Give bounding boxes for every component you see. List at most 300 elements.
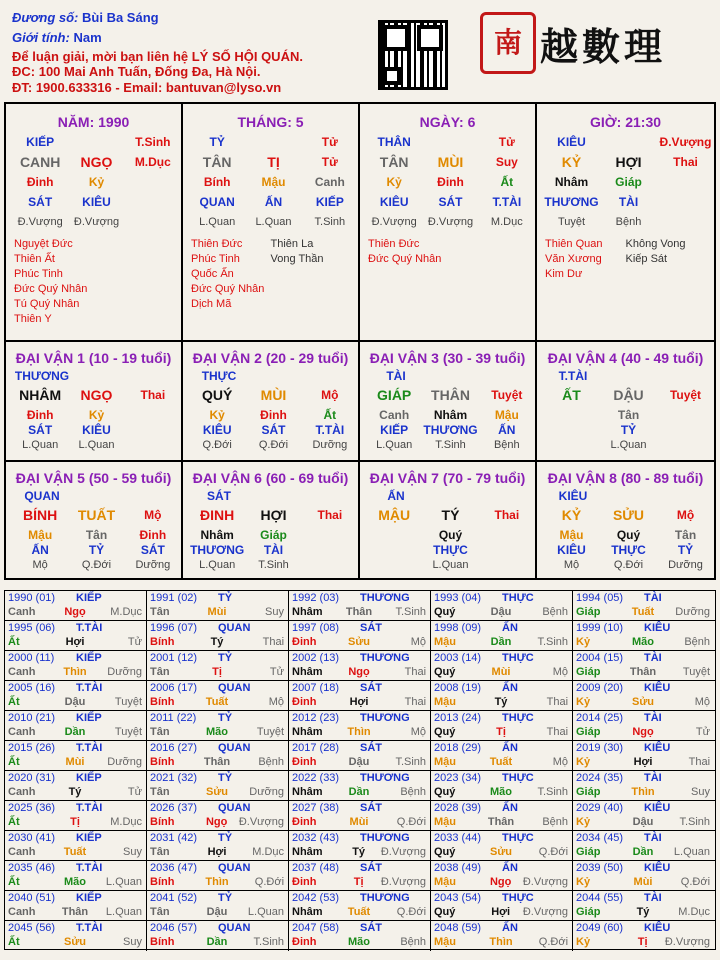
year-sao: KIẾP xyxy=(76,772,102,784)
hidden-sao-row-item: KIẾP xyxy=(315,195,344,209)
year-can: Bính xyxy=(150,876,175,888)
year-chi: Tị xyxy=(70,816,80,828)
year-can: Đinh xyxy=(292,756,317,768)
year-cell-top xyxy=(150,652,286,664)
year-cell[interactable] xyxy=(5,651,147,681)
year-cell[interactable] xyxy=(147,681,289,711)
year-label: 2030 (41) xyxy=(8,832,56,844)
year-label: 2047 (58) xyxy=(292,922,340,934)
year-cell[interactable] xyxy=(147,921,289,951)
year-can: Mậu xyxy=(434,876,456,888)
year-cell[interactable] xyxy=(147,801,289,831)
sao-row xyxy=(183,488,358,503)
year-cell-bottom xyxy=(8,696,144,708)
can-chi-row-item: MẬU xyxy=(378,507,411,523)
sao-row xyxy=(183,132,358,152)
year-cell-top xyxy=(8,622,144,634)
year-cell[interactable] xyxy=(5,711,147,741)
year-sao: TỶ xyxy=(218,652,233,664)
year-label: 1999 (10) xyxy=(576,622,624,634)
year-cell[interactable] xyxy=(147,861,289,891)
year-cell-bottom xyxy=(8,756,144,768)
hidden-sao-row-item: KIẾP xyxy=(380,422,409,437)
year-cell[interactable] xyxy=(431,861,573,891)
year-sao: TỶ xyxy=(218,712,233,724)
year-sao: SÁT xyxy=(360,922,382,934)
year-label: 1998 (09) xyxy=(434,622,482,634)
year-cell[interactable] xyxy=(5,861,147,891)
year-cell[interactable] xyxy=(5,921,147,951)
year-sao: TÀI xyxy=(644,652,662,664)
year-chi: Thân xyxy=(203,756,231,768)
year-cell[interactable] xyxy=(147,771,289,801)
year-can: Ất xyxy=(8,816,20,828)
year-can: Đinh xyxy=(292,696,317,708)
year-cell-bottom xyxy=(434,756,570,768)
year-label: 2046 (57) xyxy=(150,922,198,934)
year-can: Tân xyxy=(150,846,170,858)
can-chi-row xyxy=(360,383,535,407)
star-item: Đức Quý Nhân xyxy=(191,283,265,295)
year-label: 1991 (02) xyxy=(150,592,198,604)
year-cell-top xyxy=(150,892,286,904)
year-cell[interactable] xyxy=(289,921,431,951)
year-cell-bottom xyxy=(434,696,570,708)
year-cell-bottom xyxy=(292,696,428,708)
year-cell[interactable] xyxy=(573,651,715,681)
year-phase: L.Quan xyxy=(105,906,143,918)
year-cell-top xyxy=(150,802,286,814)
year-label: 2020 (31) xyxy=(8,772,56,784)
year-cell[interactable] xyxy=(289,621,431,651)
year-label: 2015 (26) xyxy=(8,742,56,754)
year-cell[interactable] xyxy=(431,621,573,651)
year-cell[interactable] xyxy=(431,831,573,861)
year-cell[interactable] xyxy=(147,741,289,771)
stars-right-column xyxy=(448,238,528,268)
year-cell[interactable] xyxy=(289,651,431,681)
hidden-sao-row-item: TỶ xyxy=(677,542,694,557)
year-cell[interactable] xyxy=(573,621,715,651)
year-cell[interactable] xyxy=(573,681,715,711)
year-sao: SÁT xyxy=(360,742,382,754)
year-chi: Thân xyxy=(61,906,89,918)
can-chi-row-item: BÍNH xyxy=(23,507,58,523)
year-sao: TÀI xyxy=(644,832,662,844)
stars-left-column xyxy=(14,238,94,328)
hidden-sao-row-item: SÁT xyxy=(140,542,165,557)
can-chi-row-item: TÂN xyxy=(379,154,409,170)
year-phase: M.Dục xyxy=(252,846,285,858)
year-cell[interactable] xyxy=(289,711,431,741)
year-cell-top xyxy=(150,622,286,634)
hidden-stem-row-item: Đinh xyxy=(26,407,54,422)
year-phase: Đ.Vượng xyxy=(522,876,568,888)
year-sao: TỶ xyxy=(218,832,233,844)
brand-logo-text: 越數理 xyxy=(540,24,667,69)
year-cell[interactable] xyxy=(573,801,715,831)
year-can: Canh xyxy=(8,846,36,858)
year-label: 2031 (42) xyxy=(150,832,198,844)
year-can: Quý xyxy=(434,846,456,858)
dai-van-title: ĐẠI VẬN 7 (70 - 79 tuổi) xyxy=(369,470,526,486)
year-cell-top xyxy=(434,682,570,694)
phase-row-item: Đ.Vượng xyxy=(371,216,417,228)
hidden-stem-row-item: Đinh xyxy=(260,407,287,422)
can-chi-row-item: ĐINH xyxy=(200,507,235,523)
year-cell[interactable] xyxy=(5,831,147,861)
special-stars xyxy=(360,232,535,268)
year-sao: THỰC xyxy=(502,592,534,604)
year-chi: Thân xyxy=(345,606,373,618)
hidden-sao-row xyxy=(360,192,535,212)
year-cell[interactable] xyxy=(5,591,147,621)
year-chi: Tý xyxy=(68,786,82,798)
year-cell[interactable] xyxy=(573,921,715,951)
can-chi-row xyxy=(360,503,535,527)
year-phase: Q.Đới xyxy=(396,816,427,828)
year-cell-bottom xyxy=(8,936,144,948)
sao-row-item: SÁT xyxy=(207,488,231,503)
year-can: Kỷ xyxy=(576,816,591,828)
year-label: 2002 (13) xyxy=(292,652,340,664)
year-can: Nhâm xyxy=(292,786,323,798)
year-chi: Tị xyxy=(353,876,364,888)
year-cell[interactable] xyxy=(573,591,715,621)
hidden-stem-row-item: Ất xyxy=(323,407,337,422)
year-label: 2027 (38) xyxy=(292,802,340,814)
star-item: Tú Quý Nhân xyxy=(14,298,80,310)
can-chi-row-item: Mộ xyxy=(321,388,339,402)
year-phase: T.Sinh xyxy=(253,936,285,948)
year-chi: Thìn xyxy=(347,726,371,738)
year-cell-bottom xyxy=(150,846,286,858)
year-cell-top xyxy=(8,652,144,664)
year-phase: Thai xyxy=(404,696,427,708)
year-cell[interactable] xyxy=(5,681,147,711)
year-label: 1996 (07) xyxy=(150,622,198,634)
can-chi-row-item: Thai xyxy=(673,155,698,169)
year-cell[interactable] xyxy=(573,771,715,801)
year-cell[interactable] xyxy=(289,861,431,891)
star-item: Thiên Y xyxy=(14,313,52,325)
year-cell-top xyxy=(434,892,570,904)
phase-row xyxy=(183,212,358,232)
year-cell-top xyxy=(434,772,570,784)
year-phase: Thai xyxy=(546,726,569,738)
year-cell[interactable] xyxy=(431,801,573,831)
year-can: Tân xyxy=(150,906,170,918)
year-sao: TỶ xyxy=(218,592,233,604)
year-sao: QUAN xyxy=(218,862,251,874)
year-cell-top xyxy=(576,712,712,724)
year-sao: KIÊU xyxy=(644,682,671,694)
phase-row xyxy=(537,212,714,232)
four-pillars-grid xyxy=(4,102,716,580)
year-chi: Thìn xyxy=(63,666,87,678)
year-cell[interactable] xyxy=(289,891,431,921)
year-chi: Tý xyxy=(210,636,224,648)
year-cell[interactable] xyxy=(147,651,289,681)
can-chi-row-item: NHÂM xyxy=(19,387,62,403)
year-cell[interactable] xyxy=(289,771,431,801)
year-cell[interactable] xyxy=(573,861,715,891)
hidden-stem-row-item: Nhâm xyxy=(554,175,589,189)
year-label: 2035 (46) xyxy=(8,862,56,874)
hidden-sao-row-item: QUAN xyxy=(199,195,235,209)
year-cell[interactable] xyxy=(147,621,289,651)
hidden-stem-row-item: Tân xyxy=(85,527,108,542)
star-item: Phúc Tinh xyxy=(191,253,240,265)
phase-row-item: Đ.Vượng xyxy=(17,216,63,228)
year-chi: Thân xyxy=(629,666,657,678)
year-cell-top xyxy=(434,622,570,634)
hidden-stem-row-item: Đinh xyxy=(139,527,167,542)
year-cell-bottom xyxy=(434,666,570,678)
year-can: Đinh xyxy=(292,636,317,648)
phase-row-item: T.Sinh xyxy=(314,216,346,228)
year-chi: Mão xyxy=(64,876,86,888)
year-phase: M.Dục xyxy=(110,606,143,618)
year-phase: Mộ xyxy=(552,666,569,678)
year-cell[interactable] xyxy=(289,801,431,831)
hidden-sao-row xyxy=(360,542,535,557)
red-seal-logo: 南 xyxy=(480,12,536,74)
hidden-stem-row-item: Kỷ xyxy=(88,407,105,422)
hidden-stem-row-item: Mậu xyxy=(261,175,286,189)
year-sao: KIÊU xyxy=(644,862,671,874)
star-item: Quốc Ấn xyxy=(191,268,234,280)
year-can: Kỷ xyxy=(576,696,591,708)
year-chi: Dậu xyxy=(490,606,512,618)
year-phase: Đ.Vượng xyxy=(664,936,710,948)
year-phase: Bệnh xyxy=(400,786,427,798)
year-can: Đinh xyxy=(292,816,317,828)
year-cell-top xyxy=(8,922,144,934)
year-cell[interactable] xyxy=(289,831,431,861)
can-chi-row-item: MÙI xyxy=(260,387,287,403)
year-chi: Mùi xyxy=(207,606,227,618)
year-can: Quý xyxy=(434,906,456,918)
dai-van-title: ĐẠI VẬN 5 (50 - 59 tuổi) xyxy=(15,470,172,486)
hidden-stem-row xyxy=(183,172,358,192)
year-cell-bottom xyxy=(576,876,712,888)
sao-row-item: Đ.Vượng xyxy=(659,135,712,149)
year-phase: Q.Đới xyxy=(680,876,711,888)
year-cell[interactable] xyxy=(431,921,573,951)
year-cell[interactable] xyxy=(573,741,715,771)
year-cell-bottom xyxy=(8,606,144,618)
year-cell[interactable] xyxy=(147,591,289,621)
dai-van-title: ĐẠI VẬN 2 (20 - 29 tuổi) xyxy=(192,350,349,366)
year-cell[interactable] xyxy=(5,741,147,771)
sao-row-item: KIÊU xyxy=(557,135,586,149)
year-cell[interactable] xyxy=(573,891,715,921)
year-chi: Mão xyxy=(632,636,654,648)
can-chi-row xyxy=(537,152,714,172)
year-can: Bính xyxy=(150,696,175,708)
year-phase: T.Sinh xyxy=(537,786,569,798)
year-cell[interactable] xyxy=(5,891,147,921)
year-sao: SÁT xyxy=(360,622,382,634)
contact-phone-email[interactable]: ĐT: 1900.633316 - Email: bantuvan@lyso.vn xyxy=(12,80,282,95)
year-sao: QUAN xyxy=(218,802,251,814)
year-can: Canh xyxy=(8,726,36,738)
year-cell-bottom xyxy=(434,846,570,858)
year-cell-bottom xyxy=(434,906,570,918)
year-sao: QUAN xyxy=(218,922,251,934)
year-phase: Đ.Vượng xyxy=(380,876,426,888)
star-item: Thiên Đức xyxy=(368,238,420,250)
year-cell-bottom xyxy=(150,906,286,918)
star-item: Vong Thần xyxy=(270,253,324,265)
year-cell-bottom xyxy=(576,696,712,708)
year-cell[interactable] xyxy=(431,651,573,681)
year-cell[interactable] xyxy=(431,711,573,741)
year-cell[interactable] xyxy=(431,591,573,621)
phase-row-item: Mộ xyxy=(563,558,580,571)
year-can: Canh xyxy=(8,786,36,798)
can-chi-row-item: Thai xyxy=(317,508,343,522)
special-stars xyxy=(537,232,714,283)
year-sao: T.TÀI xyxy=(76,922,103,934)
year-label: 2023 (34) xyxy=(434,772,482,784)
sao-row-item: ẤN xyxy=(387,488,405,503)
hidden-sao-row-item: THƯƠNG xyxy=(544,195,599,209)
stars-right-column xyxy=(271,238,351,313)
year-cell-bottom xyxy=(434,936,570,948)
year-can: Ất xyxy=(8,876,20,888)
year-cell-top xyxy=(292,772,428,784)
year-cell[interactable] xyxy=(431,891,573,921)
hidden-stem-row-item: Tân xyxy=(674,527,697,542)
phase-row xyxy=(360,437,535,452)
hidden-stem-row-item: Mậu xyxy=(559,527,584,542)
can-chi-row xyxy=(183,152,358,172)
year-sao: ẤN xyxy=(502,622,518,634)
year-cell-top xyxy=(8,742,144,754)
year-label: 2024 (35) xyxy=(576,772,624,784)
qr-code-icon[interactable] xyxy=(378,20,448,90)
pillar-cell xyxy=(6,104,183,342)
year-cell-bottom xyxy=(292,666,428,678)
phase-row-item: L.Quan xyxy=(78,438,115,451)
year-sao: TỶ xyxy=(218,772,233,784)
year-cell[interactable] xyxy=(147,831,289,861)
hidden-sao-row-item: TỶ xyxy=(88,542,105,557)
year-can: Đinh xyxy=(292,876,317,888)
year-can: Giáp xyxy=(576,906,601,918)
can-chi-row-item: HỢI xyxy=(615,154,642,170)
year-cell[interactable] xyxy=(573,711,715,741)
year-cell[interactable] xyxy=(5,621,147,651)
year-chi: Tị xyxy=(212,666,222,678)
phase-row-item: L.Quan xyxy=(432,558,469,571)
year-cell[interactable] xyxy=(289,591,431,621)
yearly-luck-table xyxy=(4,590,716,950)
year-chi: Dậu xyxy=(206,906,228,918)
hidden-stem-row xyxy=(360,172,535,192)
year-cell-top xyxy=(434,712,570,724)
year-label: 2012 (23) xyxy=(292,712,340,724)
year-sao: THỰC xyxy=(502,772,534,784)
dai-van-cell xyxy=(537,342,714,462)
year-phase: Bệnh xyxy=(542,606,569,618)
hidden-sao-row-item: THỰC xyxy=(433,542,468,557)
can-chi-row xyxy=(183,503,358,527)
year-cell[interactable] xyxy=(147,711,289,741)
year-cell-bottom xyxy=(8,666,144,678)
year-phase: Bệnh xyxy=(258,756,285,768)
hidden-sao-row-item: THƯƠNG xyxy=(190,542,245,557)
year-cell-bottom xyxy=(150,876,286,888)
year-cell[interactable] xyxy=(5,801,147,831)
year-chi: Tuất xyxy=(631,606,655,618)
year-can: Quý xyxy=(434,786,456,798)
can-chi-row-item: THÂN xyxy=(431,387,470,403)
can-chi-row xyxy=(537,503,714,527)
year-cell[interactable] xyxy=(5,771,147,801)
year-cell-bottom xyxy=(576,906,712,918)
year-chi: Dần xyxy=(490,636,512,648)
year-phase: Mộ xyxy=(552,756,569,768)
year-cell[interactable] xyxy=(431,771,573,801)
hidden-stem-row-item: Tân xyxy=(617,407,640,422)
year-sao: T.TÀI xyxy=(76,682,103,694)
hidden-stem-row xyxy=(6,172,181,192)
can-chi-row-item: TÂN xyxy=(202,154,232,170)
hidden-sao-row-item: SÁT xyxy=(438,195,463,209)
year-cell-bottom xyxy=(8,906,144,918)
year-can: Tân xyxy=(150,666,170,678)
sao-row-item: KIẾP xyxy=(26,135,55,149)
year-can: Nhâm xyxy=(292,846,323,858)
year-cell-top xyxy=(434,922,570,934)
year-cell[interactable] xyxy=(289,681,431,711)
year-cell-bottom xyxy=(292,816,428,828)
year-cell[interactable] xyxy=(289,741,431,771)
year-cell[interactable] xyxy=(431,741,573,771)
year-label: 2039 (50) xyxy=(576,862,624,874)
year-phase: Mộ xyxy=(410,726,427,738)
owner-name: Bùi Ba Sáng xyxy=(82,10,159,25)
gender-line xyxy=(12,30,102,45)
star-item: Văn Xương xyxy=(545,253,602,265)
year-sao: T.TÀI xyxy=(76,742,103,754)
can-chi-row-item: Thai xyxy=(140,388,166,402)
phase-row xyxy=(6,557,181,572)
year-cell-bottom xyxy=(150,816,286,828)
hidden-stem-row-item: Đinh xyxy=(26,175,54,189)
hidden-sao-row-item: ẤN xyxy=(31,542,49,557)
year-can: Giáp xyxy=(576,726,601,738)
phase-row-item: T.Sinh xyxy=(435,438,466,451)
year-phase: Thai xyxy=(688,756,711,768)
year-chi: Dậu xyxy=(348,756,370,768)
year-label: 2018 (29) xyxy=(434,742,482,754)
year-cell[interactable] xyxy=(431,681,573,711)
hidden-stem-row-item: Kỷ xyxy=(209,407,225,422)
hidden-sao-row-item: ẤN xyxy=(498,422,516,437)
year-cell[interactable] xyxy=(147,891,289,921)
year-cell[interactable] xyxy=(573,831,715,861)
sao-row-item: T.Sinh xyxy=(135,135,171,149)
special-stars xyxy=(6,232,181,328)
hidden-stem-row-item: Mậu xyxy=(28,527,53,542)
hidden-sao-row xyxy=(537,422,714,437)
year-cell-bottom xyxy=(150,606,286,618)
year-phase: Thai xyxy=(546,696,569,708)
